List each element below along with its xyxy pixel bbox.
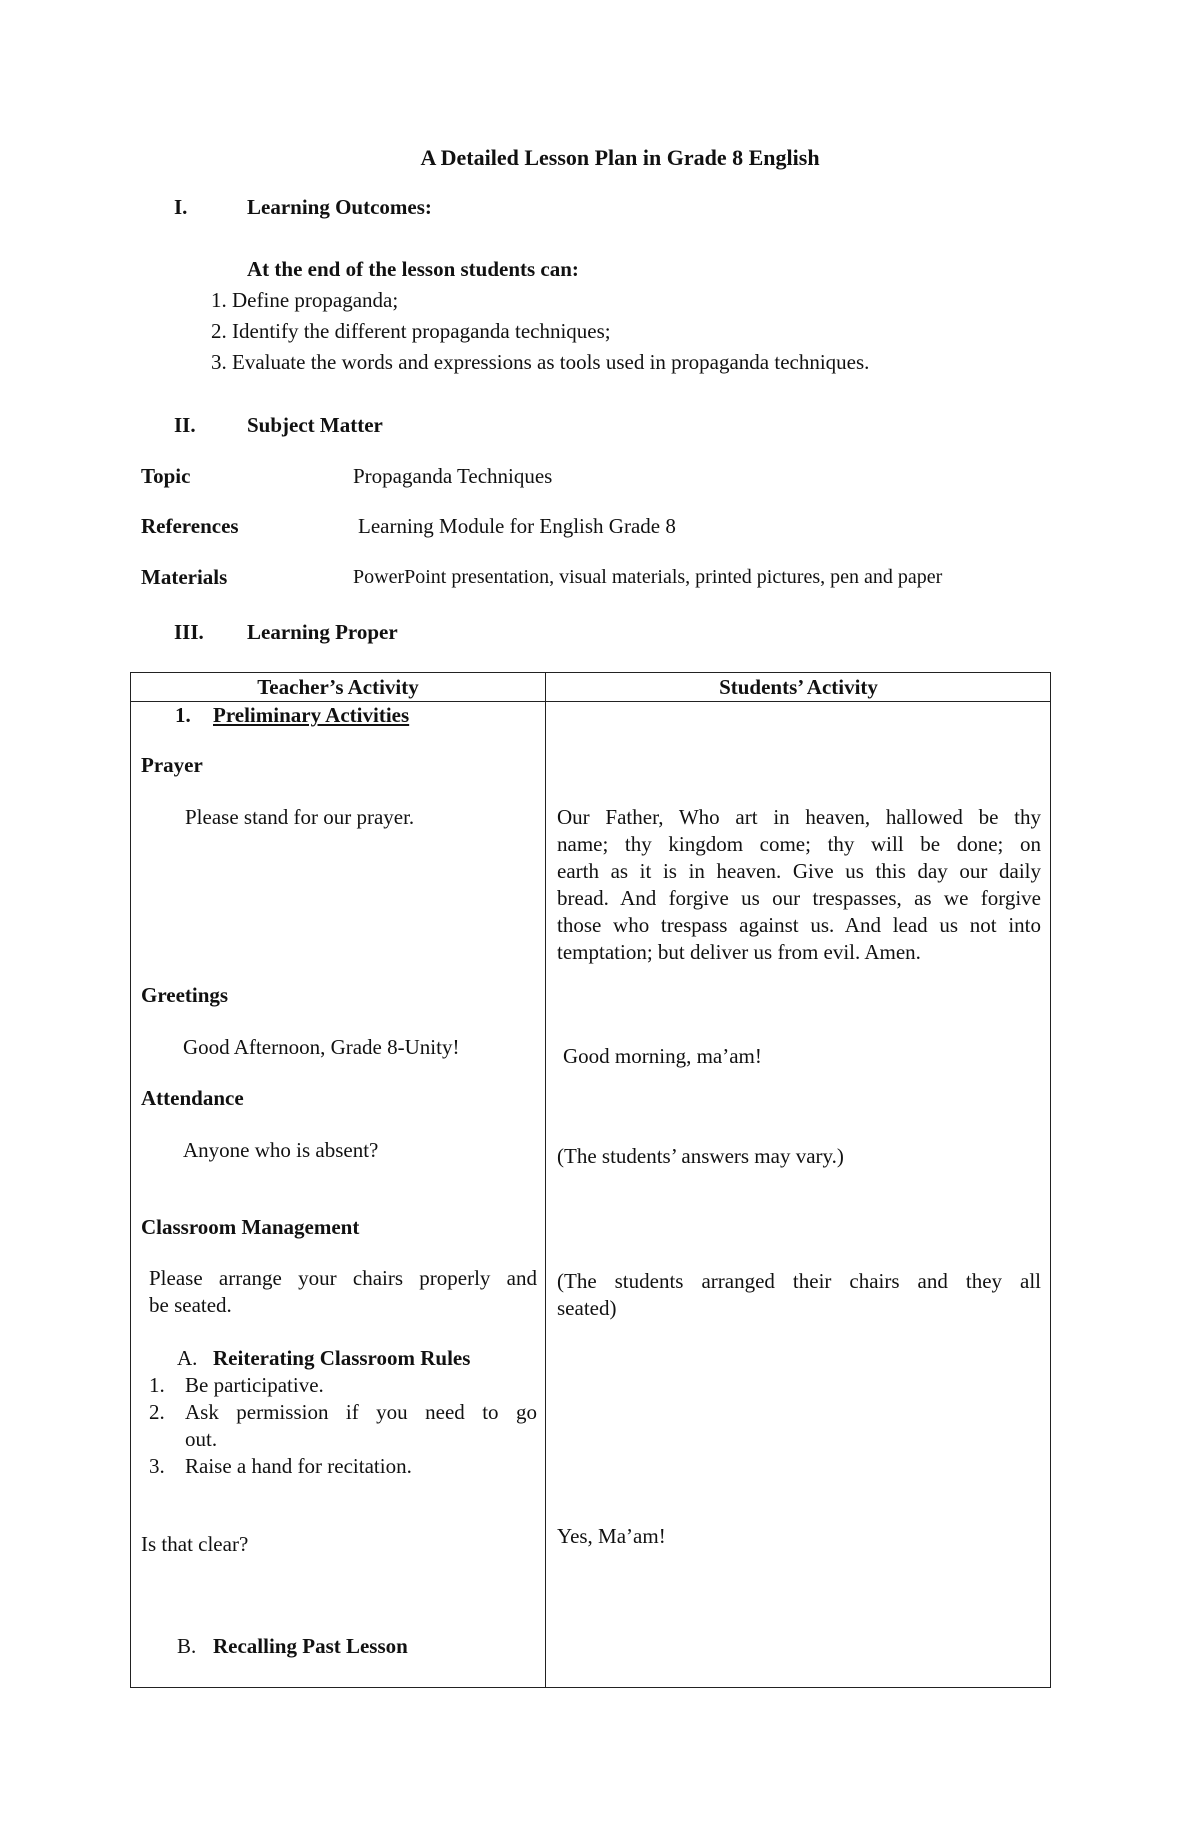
field-value-materials: PowerPoint presentation, visual materials, printed pictures, pen and paper [353,566,943,588]
learning-outcome-item: 1. Define propaganda; [211,288,399,312]
reiterating-rules-heading: Reiterating Classroom Rules [213,1346,471,1370]
column-header-teacher: Teacher’s Activity [257,675,419,699]
greetings-heading: Greetings [141,983,229,1007]
clarity-question: Is that clear? [141,1532,249,1556]
attendance-question: Anyone who is absent? [183,1138,379,1162]
learning-outcomes-intro: At the end of the lesson students can: [247,257,579,281]
field-value-references: Learning Module for English Grade 8 [358,514,676,538]
preliminary-number: 1. [175,703,191,727]
prayer-line: earth as it is in heaven. Give us this day our daily [557,859,1041,883]
classroom-instruction-line: be seated. [149,1293,232,1317]
learning-outcome-item: 3. Evaluate the words and expressions as tools used in propaganda techniques. [211,350,870,374]
section-heading-learning-outcomes: Learning Outcomes: [247,195,432,219]
rule-item-line: Ask permission if you need to go [185,1400,537,1424]
preliminary-activities-heading: Preliminary Activities [213,703,410,727]
rules-letter: A. [177,1346,198,1370]
students-clear-reply: Yes, Ma’am! [557,1524,666,1548]
prayer-line: temptation; but deliver us from evil. Amen. [557,940,921,964]
section-heading-subject-matter: Subject Matter [247,413,383,437]
classroom-instruction-line: Please arrange your chairs properly and [149,1266,537,1290]
field-label-references: References [141,514,239,538]
attendance-heading: Attendance [141,1086,244,1110]
rule-number: 3. [149,1454,165,1478]
students-attendance-reply: (The students’ answers may vary.) [557,1144,844,1168]
students-prayer-response [557,804,1041,966]
table-column-divider [545,673,546,1687]
greetings-text: Good Afternoon, Grade 8-Unity! [183,1035,460,1059]
prayer-line: those who trespass against us. And lead us not into [557,913,1041,937]
field-label-materials: Materials [141,565,228,589]
rule-item: Raise a hand for recitation. [185,1454,412,1478]
chairs-response-line: seated) [557,1296,617,1320]
section-numeral-subject-matter: II. [174,413,196,437]
prayer-line: bread. And forgive us our trespasses, as we forgive [557,886,1041,910]
section-heading-learning-proper: Learning Proper [247,620,398,644]
rule-number: 2. [149,1400,165,1424]
students-chairs-response [557,1268,1041,1322]
section-numeral-learning-outcomes: I. [174,195,188,219]
field-label-topic: Topic [141,464,191,488]
rule-item-line: out. [185,1427,218,1451]
recalling-past-lesson-heading: Recalling Past Lesson [213,1634,408,1658]
rule-item [185,1399,537,1453]
prayer-heading: Prayer [141,753,203,777]
rule-number: 1. [149,1373,165,1397]
prayer-line: name; thy kingdom come; thy will be done; on [557,832,1041,856]
prayer-instruction: Please stand for our prayer. [185,805,415,829]
field-value-topic: Propaganda Techniques [353,464,553,488]
section-numeral-learning-proper: III. [174,620,204,644]
classroom-management-instruction [149,1265,537,1319]
activity-table [130,672,1051,1688]
document-title: A Detailed Lesson Plan in Grade 8 English [420,145,820,170]
classroom-management-heading: Classroom Management [141,1215,360,1239]
recall-letter: B. [177,1634,197,1658]
chairs-response-line: (The students arranged their chairs and they all [557,1269,1041,1293]
rule-item: Be participative. [185,1373,324,1397]
prayer-line: Our Father, Who art in heaven, hallowed be thy [557,805,1041,829]
learning-outcome-item: 2. Identify the different propaganda techniques; [211,319,611,343]
column-header-students: Students’ Activity [719,675,878,699]
students-greeting-reply: Good morning, ma’am! [563,1044,762,1068]
